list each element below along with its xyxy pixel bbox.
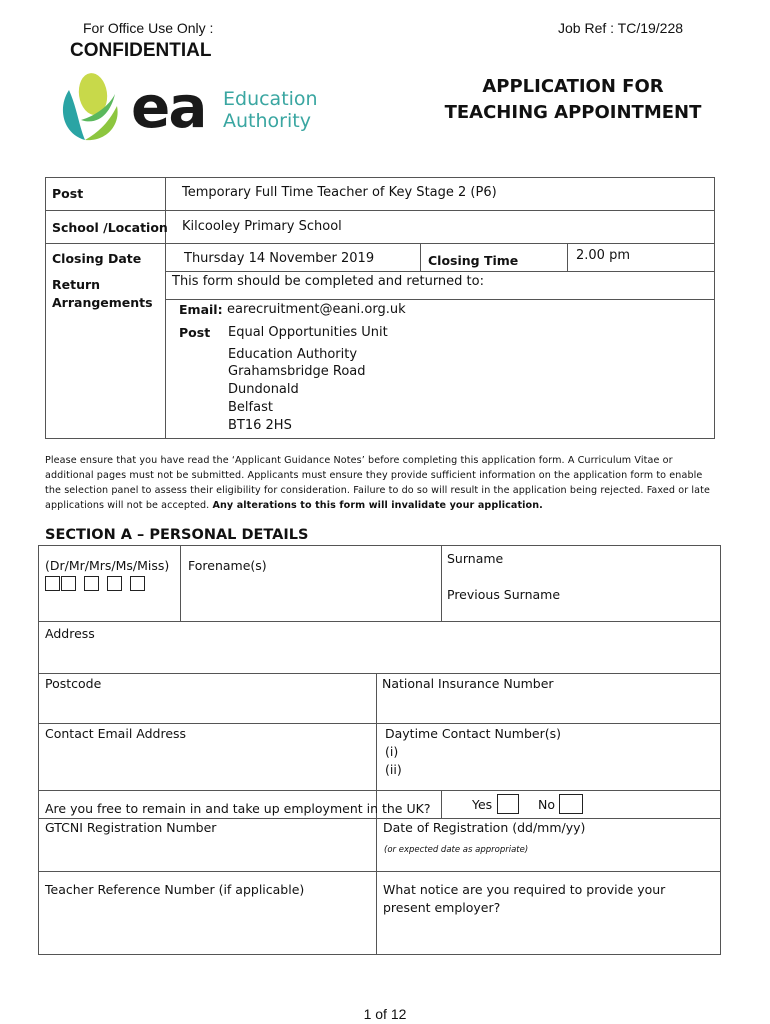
yes-label: Yes bbox=[472, 797, 493, 812]
return-intro: This form should be completed and returned to: bbox=[172, 274, 484, 289]
title-checkbox-miss[interactable] bbox=[130, 576, 145, 591]
title-label: (Dr/Mr/Mrs/Ms/Miss) bbox=[45, 558, 170, 573]
confidential-label: CONFIDENTIAL bbox=[70, 40, 212, 61]
address-line-3: Grahamsbridge Road bbox=[228, 364, 366, 379]
notice-warning: Any alterations to this form will invalidate your application. bbox=[212, 500, 543, 511]
form-title-line-1: APPLICATION FOR bbox=[482, 76, 664, 97]
page-number: 1 of 12 bbox=[363, 1006, 407, 1022]
email-value[interactable]: earecruitment@eani.org.uk bbox=[227, 302, 406, 317]
expected-date-note: (or expected date as appropriate) bbox=[384, 845, 529, 855]
guidance-notice bbox=[45, 453, 725, 513]
logo-line-2: Authority bbox=[223, 110, 311, 132]
title-checkbox-mrs[interactable] bbox=[84, 576, 99, 591]
return-label-2: Arrangements bbox=[52, 295, 153, 310]
notice-line-3: the selection panel to assess their eligibility for consideration. Failure to do so will result in the application being rejected. Faxed or late bbox=[45, 485, 711, 496]
title-checkbox-dr[interactable] bbox=[45, 576, 60, 591]
notice-line-1: Please ensure that you have read the ‘Applicant Guidance Notes’ before completing this application form. A Curriculum Vitae or bbox=[45, 455, 673, 466]
teacher-reference-label: Teacher Reference Number (if applicable) bbox=[45, 882, 305, 897]
title-checkboxes bbox=[45, 573, 145, 592]
title-checkbox-ms[interactable] bbox=[107, 576, 122, 591]
surname-label: Surname bbox=[447, 551, 504, 566]
job-ref: Job Ref : TC/19/228 bbox=[558, 20, 684, 36]
address-line-6: BT16 2HS bbox=[228, 418, 292, 433]
postcode-label: Postcode bbox=[45, 676, 102, 691]
school-label: School /Location bbox=[52, 220, 168, 235]
address-line-1: Equal Opportunities Unit bbox=[228, 325, 388, 340]
no-checkbox[interactable] bbox=[559, 794, 583, 814]
notice-period-label-1: What notice are you required to provide your bbox=[383, 882, 666, 897]
uk-employment-question: Are you free to remain in and take up employment in the UK? bbox=[45, 801, 431, 816]
previous-surname-label: Previous Surname bbox=[447, 587, 561, 602]
post-address-label: Post bbox=[179, 325, 211, 340]
notice-line-4: applications will not be accepted. bbox=[45, 500, 210, 511]
daytime-contact-label: Daytime Contact Number(s) bbox=[385, 726, 561, 741]
closing-date-value: Thursday 14 November 2019 bbox=[184, 251, 375, 266]
yes-checkbox[interactable] bbox=[497, 794, 519, 814]
closing-time-label: Closing Time bbox=[428, 253, 519, 268]
education-authority-logo bbox=[55, 70, 345, 145]
title-checkbox-mr[interactable] bbox=[61, 576, 76, 591]
office-use-label: For Office Use Only : bbox=[83, 20, 214, 36]
school-value: Kilcooley Primary School bbox=[182, 219, 342, 234]
ni-number-label: National Insurance Number bbox=[382, 676, 554, 691]
address-line-5: Belfast bbox=[228, 400, 273, 415]
post-label: Post bbox=[52, 186, 84, 201]
logo-wordmark: ea bbox=[131, 73, 206, 141]
address-label: Address bbox=[45, 626, 95, 641]
section-a-title: SECTION A – PERSONAL DETAILS bbox=[45, 527, 309, 543]
post-value: Temporary Full Time Teacher of Key Stage 2 (P6) bbox=[182, 185, 497, 200]
closing-date-label: Closing Date bbox=[52, 251, 142, 266]
address-line-2: Education Authority bbox=[228, 347, 358, 362]
registration-date-label: Date of Registration (dd/mm/yy) bbox=[383, 820, 586, 835]
gtcni-label: GTCNI Registration Number bbox=[45, 820, 217, 835]
address-line-4: Dundonald bbox=[228, 382, 299, 397]
logo-line-1: Education bbox=[223, 88, 318, 110]
no-label: No bbox=[538, 797, 555, 812]
contact-ii-label: (ii) bbox=[385, 762, 402, 777]
contact-email-label: Contact Email Address bbox=[45, 726, 187, 741]
form-title-line-2: TEACHING APPOINTMENT bbox=[444, 102, 702, 123]
email-label: Email: bbox=[179, 302, 223, 317]
return-label-1: Return bbox=[52, 277, 101, 292]
forename-label: Forename(s) bbox=[188, 558, 267, 573]
logo-leaf-icon bbox=[55, 70, 135, 145]
notice-period-label-2: present employer? bbox=[383, 900, 501, 915]
closing-time-value: 2.00 pm bbox=[576, 248, 630, 263]
notice-line-2: additional pages must not be submitted. Applicants must ensure they provide sufficient information on the application form to enable bbox=[45, 470, 703, 481]
contact-i-label: (i) bbox=[385, 744, 399, 759]
